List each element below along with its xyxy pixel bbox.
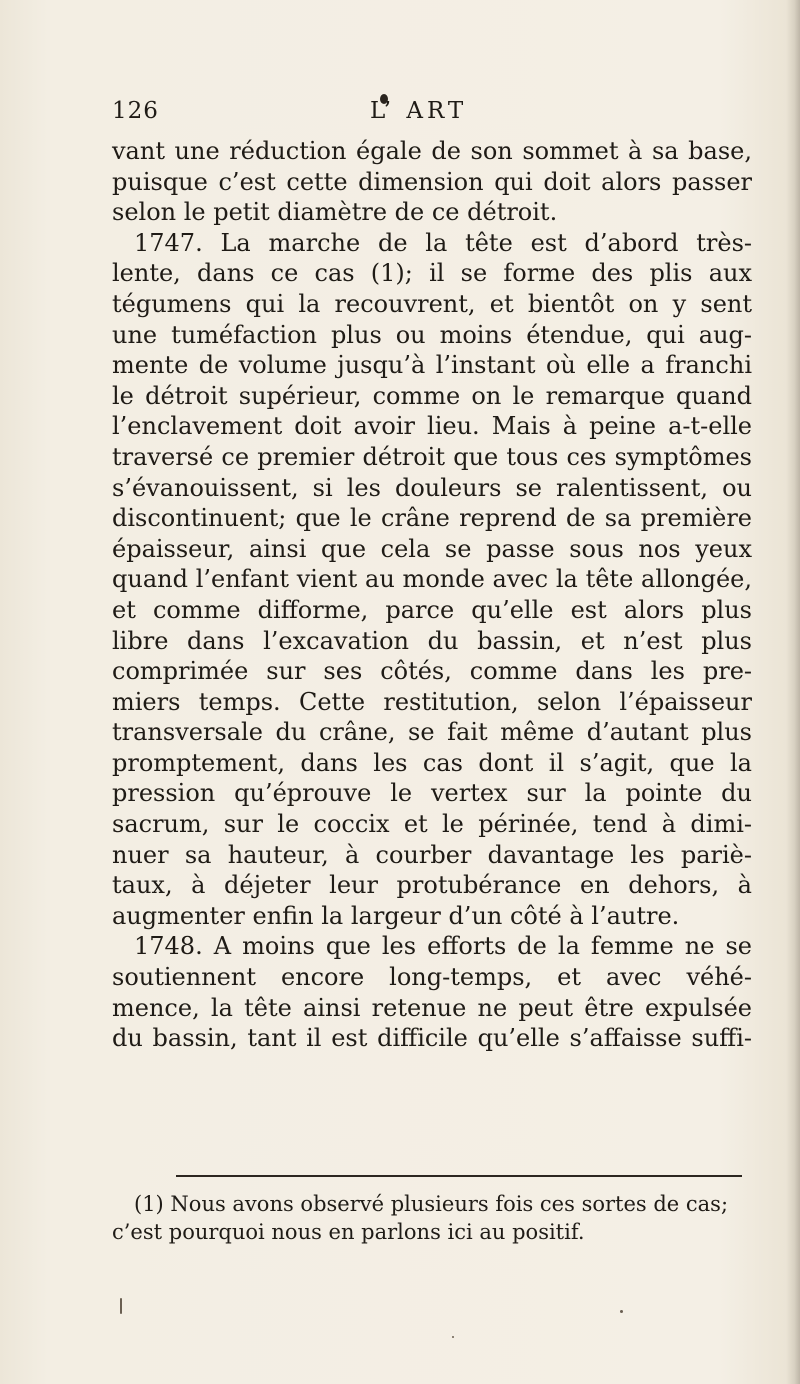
paragraph-1748-start: 1748. A moins que les efforts de la femme ne se (134, 932, 752, 961)
body-line: promptement, dans les cas dont il s’agit, que la (112, 748, 752, 777)
body-line: traversé ce premier détroit que tous ces symptômes (112, 442, 752, 471)
body-line: augmenter enfin la largeur d’un côté à l’autre. (112, 901, 680, 930)
body-line: lente, dans ce cas (1); il se forme des plis aux (112, 259, 752, 288)
body-line: taux, à déjeter leur protubérance en dehors, à (112, 871, 752, 900)
body-line: discontinuent; que le crâne reprend de sa première (112, 504, 752, 533)
running-head: L’ ART (370, 98, 468, 124)
body-line: l’enclavement doit avoir lieu. Mais à peine a-t-elle (112, 412, 752, 441)
paper-speck (120, 1298, 122, 1314)
body-line: libre dans l’excavation du bassin, et n’est plus (112, 626, 752, 655)
body-line: transversale du crâne, se fait même d’autant plus (112, 718, 752, 747)
body-line: tégumens qui la recouvrent, et bientôt on y sent (112, 289, 752, 318)
body-line: mence, la tête ainsi retenue ne peut être expulsée (112, 993, 752, 1022)
footnote-rule (176, 1175, 742, 1177)
body-line: miers temps. Cette restitution, selon l’épaisseur (112, 687, 752, 716)
footnote (112, 1190, 752, 1246)
body-line: mente de volume jusqu’à l’instant où elle a franchi (112, 351, 752, 380)
body-line: comprimée sur ses côtés, comme dans les pre- (112, 657, 752, 686)
paper-speck (452, 1336, 454, 1338)
body-text (112, 136, 752, 1054)
body-line: puisque c’est cette dimension qui doit alors passer (112, 167, 752, 196)
body-line: une tuméfaction plus ou moins étendue, qui aug- (112, 320, 752, 349)
body-line: du bassin, tant il est difficile qu’elle s’affaisse suffi- (112, 1024, 752, 1053)
body-line: s’évanouissent, si les douleurs se ralentissent, ou (112, 473, 752, 502)
body-line: soutiennent encore long-temps, et avec véhé- (112, 963, 752, 992)
page-edge-shadow (786, 0, 800, 1384)
page-number: 126 (112, 98, 159, 124)
body-line: et comme difforme, parce qu’elle est alors plus (112, 595, 752, 624)
body-line: épaisseur, ainsi que cela se passe sous nos yeux (112, 534, 752, 563)
body-line: vant une réduction égale de son sommet à sa base, (112, 137, 752, 165)
body-line: le détroit supérieur, comme on le remarque quand (112, 381, 752, 410)
body-line: pression qu’éprouve le vertex sur la pointe du (112, 779, 752, 808)
paper-speck (620, 1310, 623, 1313)
body-line: selon le petit diamètre de ce détroit. (112, 198, 558, 227)
body-line: quand l’enfant vient au monde avec la tête allongée, (112, 565, 752, 594)
footnote-line: c’est pourquoi nous en parlons ici au positif. (112, 1220, 585, 1244)
paragraph-1747-start: 1747. La marche de la tête est d’abord très- (134, 228, 752, 257)
body-line: nuer sa hauteur, à courber davantage les pariè- (112, 840, 752, 869)
body-line: sacrum, sur le coccix et le périnée, tend à dimi- (112, 810, 752, 839)
footnote-line: (1) Nous avons observé plusieurs fois ces sortes de cas; (134, 1192, 729, 1216)
page-header (112, 98, 752, 132)
